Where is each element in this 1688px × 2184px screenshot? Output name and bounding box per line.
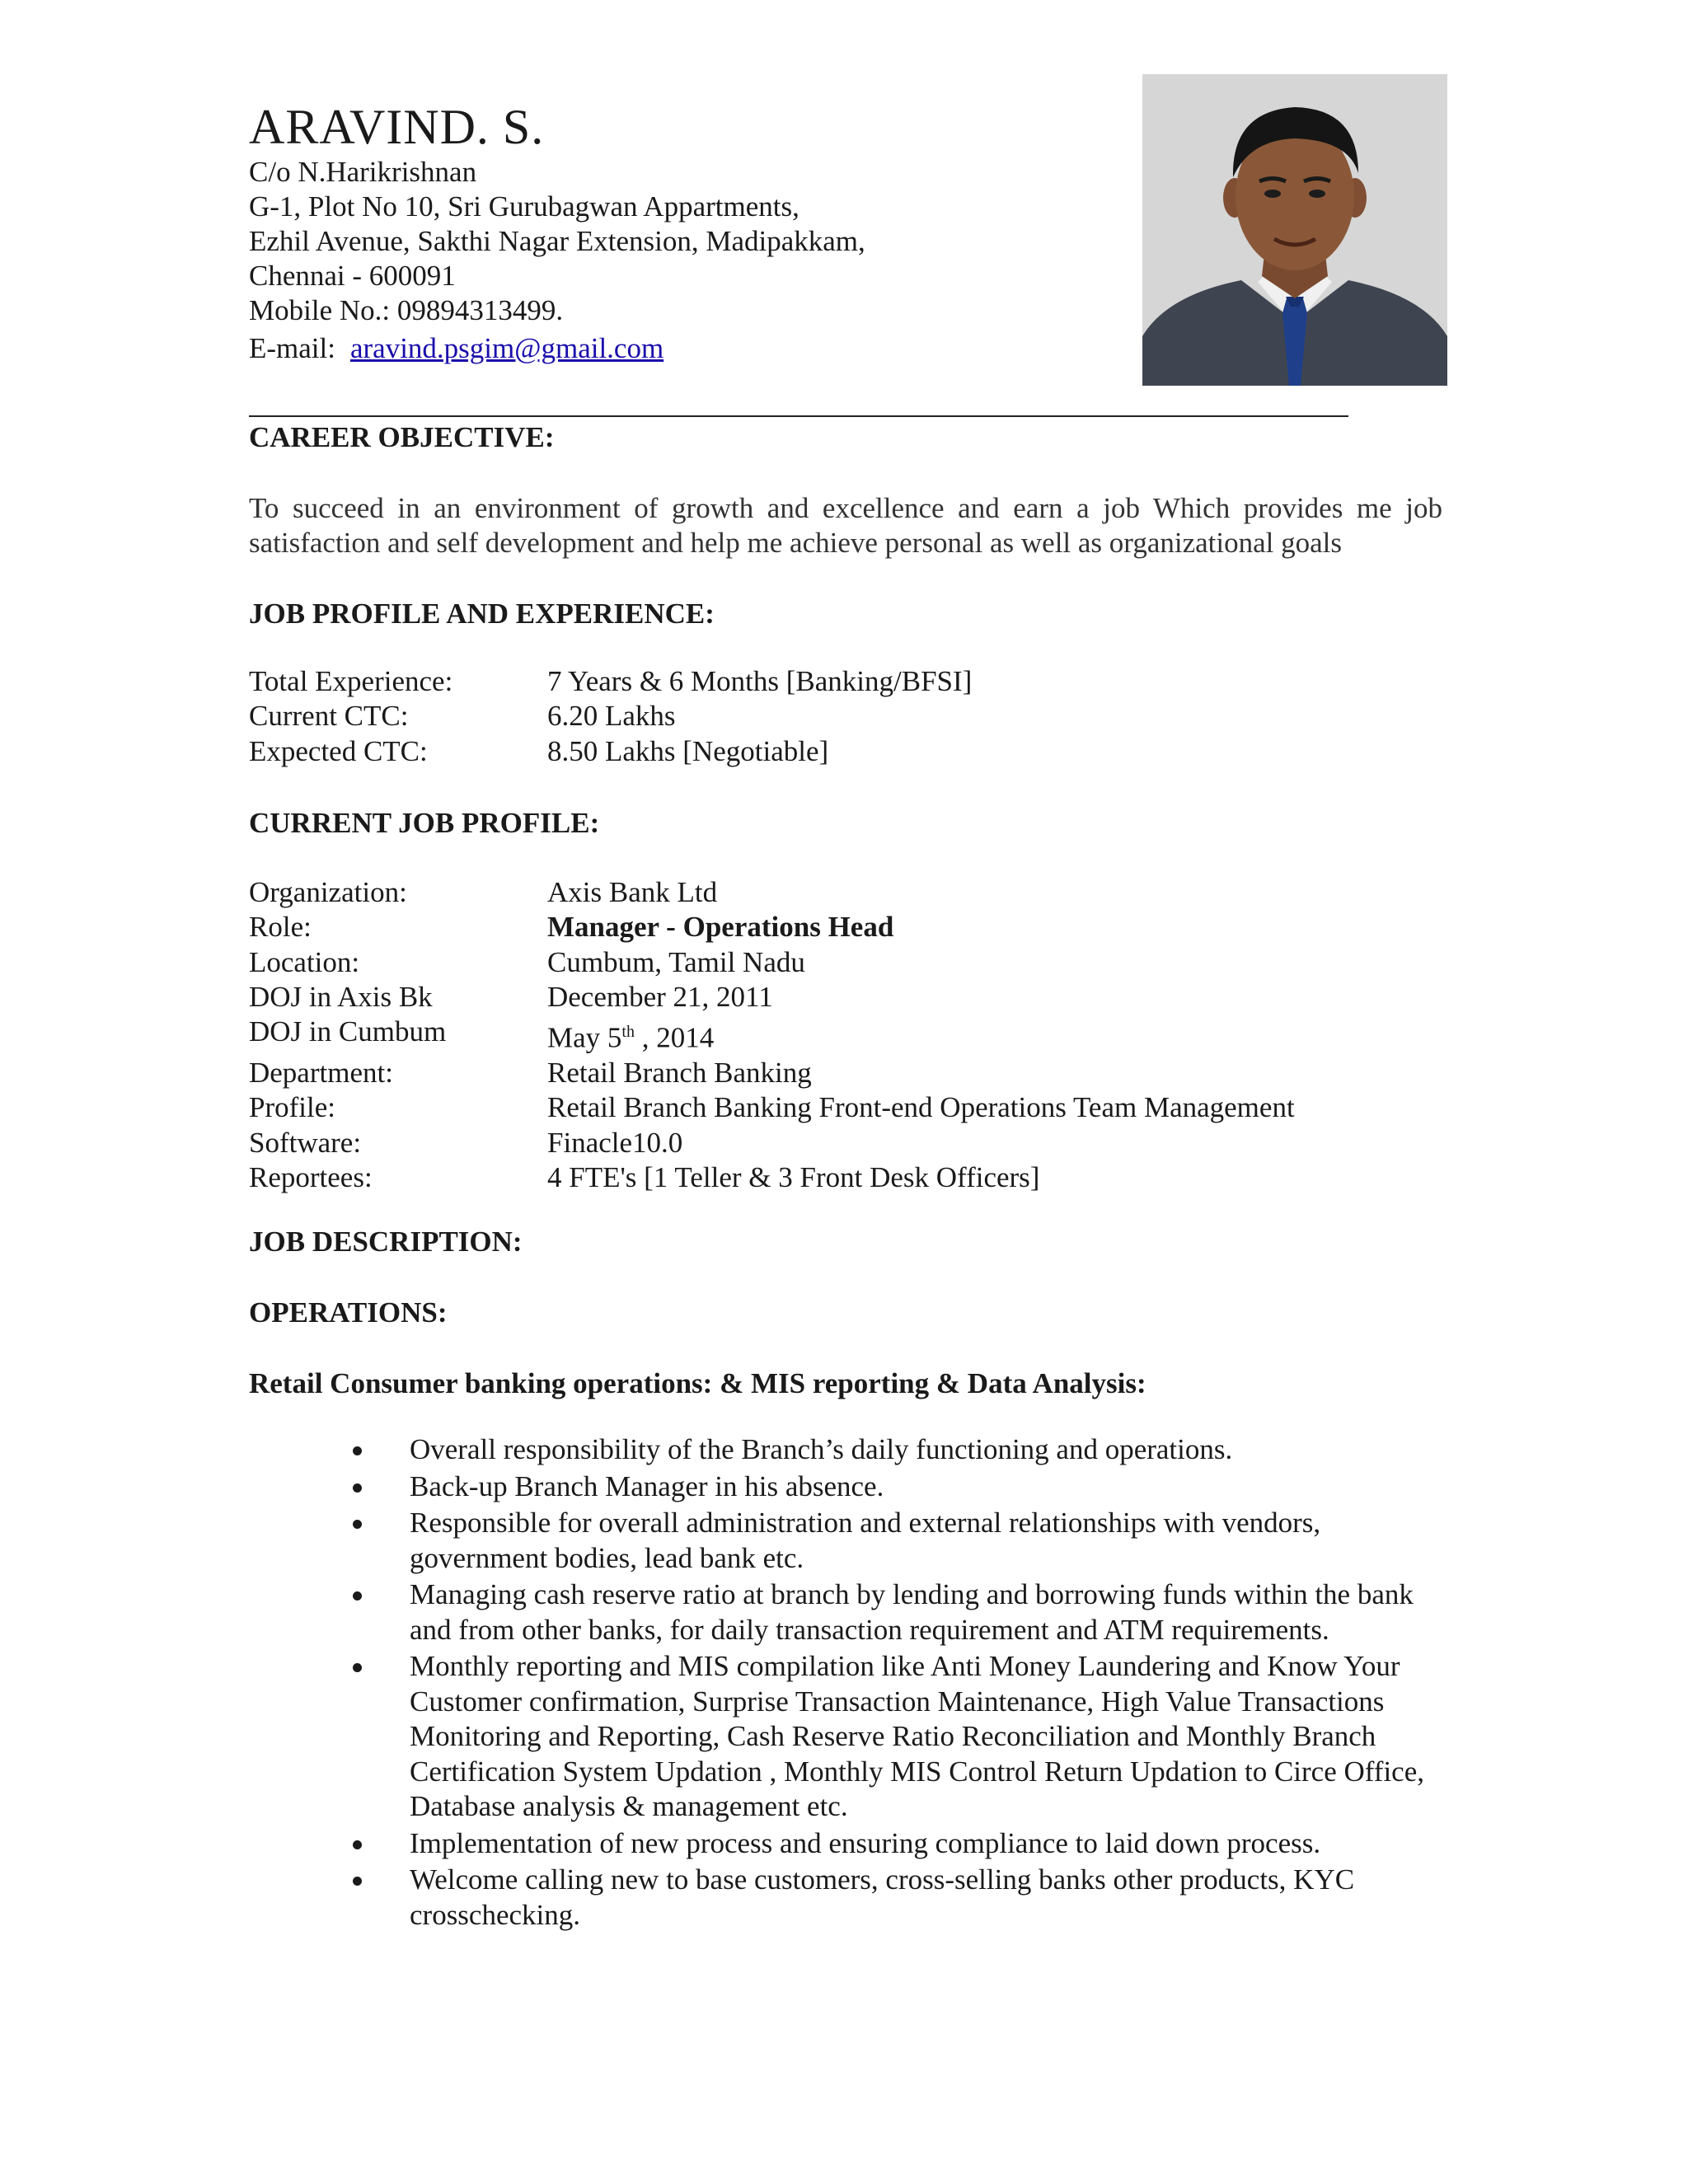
row-label: Department: — [249, 1057, 393, 1090]
email-link[interactable]: aravind.psgim@gmail.com — [349, 332, 664, 364]
list-item — [249, 1826, 1452, 1862]
row-label: DOJ in Axis Bk — [249, 980, 433, 1013]
list-item-text: Welcome calling new to base customers, cross-selling banks other products, KYC crosschecking. — [410, 1863, 1355, 1931]
experience-row — [249, 664, 1485, 699]
contact-block — [249, 155, 1090, 366]
bullet-icon — [353, 1520, 362, 1529]
job-row — [249, 1126, 1485, 1160]
row-value: Finacle10.0 — [547, 1126, 683, 1159]
candidate-name: ARAVIND. S. — [249, 100, 545, 154]
current-job-table — [249, 875, 1485, 1195]
job-row — [249, 980, 1485, 1015]
row-value: 7 Years & 6 Months [Banking/BFSI] — [547, 665, 973, 697]
list-item — [249, 1469, 1452, 1505]
list-item — [249, 1577, 1452, 1647]
operations-heading: OPERATIONS: — [249, 1296, 448, 1329]
row-label: Role: — [249, 911, 312, 944]
address-line: Chennai - 600091 — [249, 260, 456, 292]
list-item — [249, 1432, 1452, 1468]
date-suffix: , 2014 — [634, 1021, 715, 1054]
list-item — [249, 1506, 1452, 1576]
row-label: Location: — [249, 945, 360, 978]
row-value: December 21, 2011 — [547, 980, 773, 1013]
job-description-heading: JOB DESCRIPTION: — [249, 1226, 523, 1258]
responsibilities-list — [249, 1432, 1452, 1934]
list-item-text: Back-up Branch Manager in his absence. — [410, 1469, 884, 1502]
row-value: Cumbum, Tamil Nadu — [547, 945, 805, 978]
bullet-icon — [353, 1840, 362, 1849]
row-value: 8.50 Lakhs [Negotiable] — [547, 734, 829, 767]
row-label: Profile: — [249, 1091, 335, 1124]
row-label: Software: — [249, 1126, 362, 1159]
career-objective-text: To succeed in an environment of growth and excellence and earn a job Which provides me job satisfaction and self development and help me achieve personal as well as organizational goals — [249, 492, 1442, 559]
job-row — [249, 1090, 1485, 1125]
experience-row — [249, 734, 1485, 769]
bullet-icon — [353, 1663, 362, 1672]
job-row — [249, 1015, 1485, 1056]
list-item-text: Overall responsibility of the Branch’s daily functioning and operations. — [410, 1433, 1233, 1465]
list-item — [249, 1863, 1452, 1933]
list-item-text: Responsible for overall administration and external relationships with vendors, government bodies, lead bank etc. — [410, 1507, 1321, 1574]
row-label: Expected CTC: — [249, 734, 428, 767]
row-label: Organization: — [249, 876, 407, 908]
list-item-text: Monthly reporting and MIS compilation like Anti Money Laundering and Know Your Customer confirmation, Surprise Transaction Maintenance, High Value Transactions Monitoring and Reporting, Cash Reserve Ratio Reconciliation and Monthly Branch Certification System Updation , Monthly MIS Control Return Updation to Circe Office, Database analysis & management etc. — [410, 1650, 1424, 1822]
bullet-icon — [353, 1591, 362, 1601]
row-value: 6.20 Lakhs — [547, 700, 676, 733]
date-prefix: May 5 — [547, 1021, 622, 1054]
role-value: Manager - Operations Head — [547, 911, 894, 944]
email-row — [249, 331, 1090, 366]
job-row — [249, 945, 1485, 980]
row-value — [547, 1015, 714, 1056]
date-superscript: th — [621, 1023, 635, 1042]
row-label: Total Experience: — [249, 665, 453, 697]
row-value: Axis Bank Ltd — [547, 876, 718, 908]
experience-row — [249, 699, 1485, 733]
current-job-heading: CURRENT JOB PROFILE: — [249, 807, 600, 839]
address-line: Ezhil Avenue, Sakthi Nagar Extension, Madipakkam, — [249, 225, 865, 257]
row-label: DOJ in Cumbum — [249, 1015, 447, 1048]
job-row — [249, 1056, 1485, 1090]
row-value: Retail Branch Banking — [547, 1057, 812, 1090]
profile-photo-image — [1142, 74, 1447, 386]
experience-heading: JOB PROFILE AND EXPERIENCE: — [249, 598, 715, 630]
email-label: E-mail: — [249, 332, 335, 364]
job-row — [249, 910, 1485, 944]
address-line: G-1, Plot No 10, Sri Gurubagwan Appartments, — [249, 190, 799, 223]
header-divider — [249, 415, 1348, 417]
row-value: Retail Branch Banking Front-end Operations Team Management — [547, 1091, 1295, 1124]
address-line: C/o N.Harikrishnan — [249, 156, 477, 188]
list-item — [249, 1649, 1452, 1825]
row-label: Current CTC: — [249, 700, 409, 733]
list-item-text: Implementation of new process and ensuring compliance to laid down process. — [410, 1826, 1321, 1859]
job-row — [249, 1160, 1485, 1195]
bullet-icon — [353, 1877, 362, 1886]
operations-subheading: Retail Consumer banking operations: & MIS reporting & Data Analysis: — [249, 1367, 1146, 1399]
row-label: Reportees: — [249, 1161, 373, 1194]
profile-photo — [1142, 74, 1447, 386]
mobile-line: Mobile No.: 09894313499. — [249, 294, 564, 326]
experience-table — [249, 664, 1485, 769]
row-value: 4 FTE's [1 Teller & 3 Front Desk Officers] — [547, 1161, 1040, 1194]
job-row — [249, 875, 1485, 910]
bullet-icon — [353, 1446, 362, 1455]
bullet-icon — [353, 1483, 362, 1493]
list-item-text: Managing cash reserve ratio at branch by lending and borrowing funds within the bank and from other banks, for daily transaction requirement and ATM requirements. — [410, 1578, 1414, 1646]
career-objective-heading: CAREER OBJECTIVE: — [249, 421, 555, 453]
